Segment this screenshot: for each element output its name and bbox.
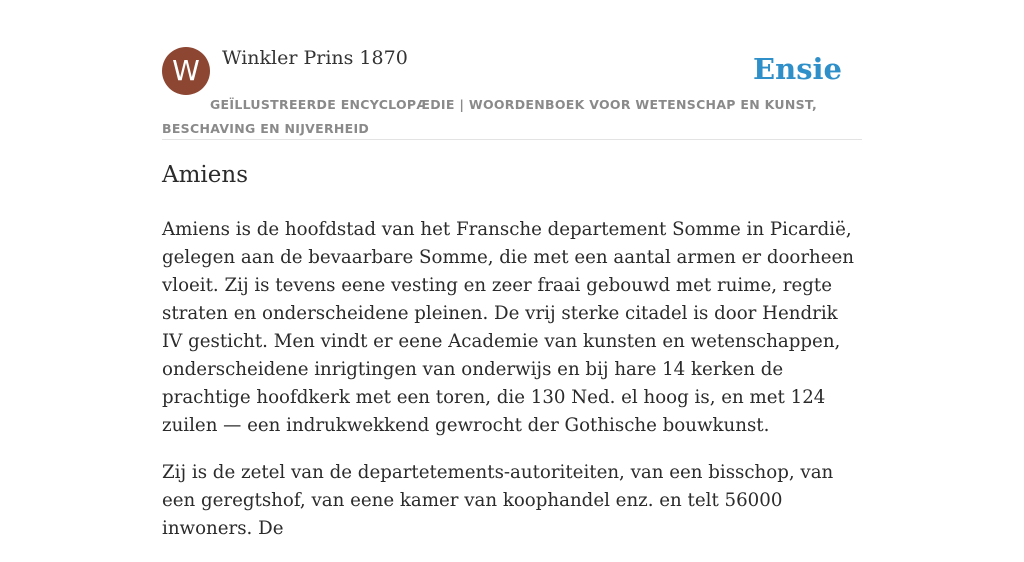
article-title: Amiens [162, 162, 249, 188]
source-title-link[interactable]: Winkler Prins 1870 [222, 47, 408, 69]
article-paragraph-1: Amiens is de hoofdstad van het Fransche departement Somme in Picardië, gelegen aan de bevaarbare Somme, die met een aantal armen er doorheen vloeit. Zij is tevens eene vesting en zeer fraai gebouwd met ruime, regte straten en onderscheidene pleinen. De vrij sterke citadel is door Hendrik IV gesticht. Men vindt er eene Academie van kunsten en wetenschappen, onderscheidene inrigtingen van onderwijs en bij hare 14 kerken de prachtige hoofdkerk met een toren, die 130 Ned. el hoog is, en met 124 zuilen — een indrukwekkend gewrocht der Gothische bouwkunst. [162, 219, 855, 436]
source-subtitle: GEÏLLUSTREERDE ENCYCLOPÆDIE | WOORDENBOEK VOOR WETENSCHAP EN KUNST, BESCHAVING EN NIJVERHEID [162, 97, 818, 136]
article-body [162, 216, 862, 562]
source-avatar[interactable]: W [162, 47, 210, 95]
header-divider [162, 139, 862, 140]
ensie-logo-link[interactable]: Ensie [753, 52, 842, 86]
article-paragraph-2: Zij is de zetel van de departetements-autoriteiten, van een bisschop, van een geregtshof, van eene kamer van koophandel enz. en telt 56000 inwoners. De [162, 462, 834, 539]
